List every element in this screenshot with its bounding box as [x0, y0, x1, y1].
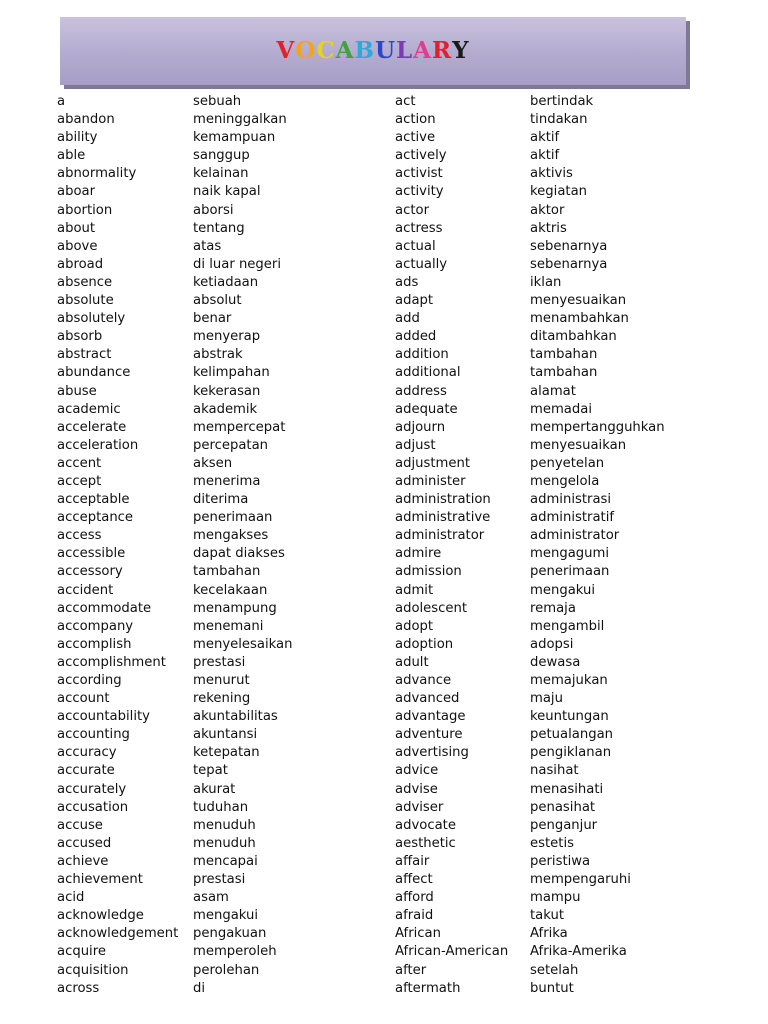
indonesian-translation: kemampuan: [193, 130, 276, 146]
indonesian-translation: aktif: [530, 148, 560, 164]
title-banner: [60, 17, 686, 85]
english-word: aftermath: [395, 980, 461, 996]
english-word: afford: [395, 890, 434, 906]
english-word: actively: [395, 148, 447, 164]
english-word: administration: [395, 492, 491, 508]
indonesian-translation: mengambil: [530, 618, 605, 634]
indonesian-translation: menyesuaikan: [530, 437, 627, 453]
indonesian-translation: memajukan: [530, 673, 608, 688]
indonesian-translation: pengiklanan: [530, 745, 612, 761]
indonesian-translation: sebenarnya: [530, 256, 608, 272]
english-word: advanced: [395, 691, 460, 707]
english-word: add: [395, 311, 420, 327]
indonesian-translation: ketepatan: [193, 745, 260, 761]
english-word: above: [57, 238, 98, 254]
english-word: across: [57, 980, 100, 996]
indonesian-translation: penyetelan: [530, 455, 605, 471]
english-word: accuracy: [57, 745, 117, 761]
english-word: accomplishment: [57, 654, 166, 670]
indonesian-translation: naik kapal: [193, 184, 261, 200]
english-word: addition: [395, 347, 449, 363]
page-title: [60, 37, 686, 65]
english-word: acceptance: [57, 510, 134, 526]
english-word: afraid: [395, 908, 434, 924]
english-word: academic: [57, 401, 121, 417]
indonesian-translation: aktivis: [530, 166, 573, 182]
english-word: advise: [395, 781, 438, 797]
indonesian-translation: remaja: [530, 600, 576, 616]
english-word: achieve: [57, 853, 109, 869]
indonesian-translation: sebenarnya: [530, 238, 608, 254]
english-word: acquire: [57, 944, 106, 960]
indonesian-translation: menurut: [193, 673, 250, 688]
english-word: adapt: [395, 293, 434, 309]
english-word: actress: [395, 220, 443, 236]
indonesian-translation: mengelola: [530, 473, 600, 489]
english-words-column-1: [57, 93, 178, 998]
indonesian-translation: menasihati: [530, 781, 604, 797]
english-word: accent: [57, 455, 102, 471]
indonesian-translation: bertindak: [530, 94, 594, 109]
indonesian-translation: tambahan: [530, 365, 598, 381]
indonesian-translation: petualangan: [530, 727, 614, 743]
indonesian-translation: administratif: [530, 510, 615, 526]
english-word: achievement: [57, 872, 143, 888]
english-word: acceptable: [57, 492, 130, 508]
indonesian-translation: menambahkan: [530, 311, 629, 327]
indonesian-translation: peristiwa: [530, 853, 591, 869]
english-word: acknowledge: [57, 908, 144, 924]
english-word: abnormality: [57, 166, 137, 182]
indonesian-translations-column-2: [530, 93, 665, 998]
english-word: active: [395, 130, 436, 146]
english-word: actual: [395, 238, 436, 254]
indonesian-translation: perolehan: [193, 962, 260, 978]
english-word: admit: [395, 582, 434, 598]
english-word: accessory: [57, 564, 123, 580]
indonesian-translation: akuntabilitas: [193, 709, 278, 725]
indonesian-translation: akademik: [193, 401, 258, 417]
english-word: advice: [395, 763, 439, 779]
english-word: acceleration: [57, 437, 139, 453]
english-word: administrative: [395, 510, 491, 526]
indonesian-translation: Afrika: [530, 926, 568, 942]
indonesian-translation: ketiadaan: [193, 274, 259, 290]
indonesian-translation: menuduh: [193, 835, 256, 851]
english-word: actor: [395, 202, 429, 218]
title-letter: U: [374, 37, 396, 64]
indonesian-translation: Afrika-Amerika: [530, 944, 627, 960]
indonesian-translation: administrasi: [530, 492, 612, 508]
indonesian-translation: menampung: [193, 600, 277, 616]
english-word: African: [395, 926, 441, 942]
english-word: absolutely: [57, 311, 126, 327]
english-word: abandon: [57, 112, 115, 128]
english-word: adventure: [395, 727, 463, 743]
indonesian-translation: asam: [193, 890, 229, 906]
indonesian-translation: mengakui: [530, 582, 596, 598]
english-word: accelerate: [57, 419, 127, 435]
english-word: act: [395, 94, 416, 109]
english-word: abundance: [57, 365, 131, 381]
english-word: address: [395, 383, 447, 399]
indonesian-translation: penerimaan: [530, 564, 610, 580]
indonesian-translation: menyelesaikan: [193, 636, 293, 652]
english-word: action: [395, 112, 436, 128]
english-word: according: [57, 673, 122, 688]
english-word: ability: [57, 130, 98, 146]
english-word: accurate: [57, 763, 115, 779]
english-word: adjustment: [395, 455, 471, 471]
indonesian-translation: meninggalkan: [193, 112, 287, 128]
indonesian-translation: kegiatan: [530, 184, 588, 200]
english-word: actually: [395, 256, 448, 272]
english-word: African-American: [395, 944, 509, 960]
indonesian-translation: prestasi: [193, 872, 246, 888]
english-word: adult: [395, 654, 429, 670]
english-word: able: [57, 148, 86, 164]
english-word: account: [57, 691, 110, 707]
indonesian-translation: rekening: [193, 691, 251, 707]
english-word: access: [57, 528, 102, 544]
english-word: accommodate: [57, 600, 152, 616]
indonesian-translation: absolut: [193, 293, 242, 309]
indonesian-translation: menemani: [193, 618, 264, 634]
indonesian-translation: penasihat: [530, 799, 596, 815]
indonesian-translation: sanggup: [193, 148, 250, 164]
english-word: absorb: [57, 329, 103, 345]
english-words-column-2: [395, 93, 508, 998]
indonesian-translation: abstrak: [193, 347, 243, 363]
english-word: abuse: [57, 383, 97, 399]
english-word: adolescent: [395, 600, 468, 616]
english-word: administrator: [395, 528, 485, 544]
english-word: absence: [57, 274, 113, 290]
english-word: accuse: [57, 817, 103, 833]
indonesian-translation: mencapai: [193, 853, 258, 869]
english-word: added: [395, 329, 437, 345]
english-word: activity: [395, 184, 444, 200]
english-word: accompany: [57, 618, 134, 634]
indonesian-translation: buntut: [530, 980, 574, 996]
english-word: aesthetic: [395, 835, 456, 851]
indonesian-translation: penganjur: [530, 817, 598, 833]
english-word: after: [395, 962, 427, 978]
english-word: accessible: [57, 546, 126, 562]
indonesian-translation: mempertangguhkan: [530, 419, 665, 435]
indonesian-translation: menyesuaikan: [530, 293, 627, 309]
indonesian-translation: memperoleh: [193, 944, 277, 960]
indonesian-translation: mempercepat: [193, 419, 286, 435]
indonesian-translation: mempengaruhi: [530, 872, 631, 888]
english-word: accurately: [57, 781, 127, 797]
indonesian-translation: aktor: [530, 202, 565, 218]
english-word: abroad: [57, 256, 104, 272]
indonesian-translation: ditambahkan: [530, 329, 617, 345]
title-letter: Y: [452, 37, 470, 64]
english-word: adequate: [395, 401, 458, 417]
indonesian-translation: di luar negeri: [193, 256, 281, 272]
indonesian-translation: administrator: [530, 528, 620, 544]
indonesian-translation: kecelakaan: [193, 582, 268, 598]
indonesian-translation: kelimpahan: [193, 365, 270, 381]
indonesian-translation: tindakan: [530, 112, 588, 128]
title-letter: R: [432, 37, 453, 64]
english-word: aboar: [57, 184, 96, 200]
indonesian-translation: setelah: [530, 962, 579, 978]
indonesian-translation: tambahan: [530, 347, 598, 363]
english-word: abortion: [57, 202, 113, 218]
indonesian-translation: kelainan: [193, 166, 249, 182]
english-word: adoption: [395, 636, 454, 652]
english-word: accept: [57, 473, 102, 489]
indonesian-translation: mampu: [530, 890, 581, 906]
title-letter: B: [354, 37, 375, 64]
indonesian-translation: benar: [193, 311, 232, 327]
english-word: accident: [57, 582, 114, 598]
indonesian-translations-column-1: [193, 93, 292, 998]
indonesian-translation: maju: [530, 691, 563, 707]
indonesian-translation: tepat: [193, 763, 228, 779]
english-word: abstract: [57, 347, 112, 363]
indonesian-translation: kekerasan: [193, 383, 261, 399]
indonesian-translation: mengakui: [193, 908, 259, 924]
indonesian-translation: memadai: [530, 401, 593, 417]
indonesian-translation: prestasi: [193, 654, 246, 670]
english-word: adjust: [395, 437, 436, 453]
indonesian-translation: aktif: [530, 130, 560, 146]
english-word: administer: [395, 473, 466, 489]
english-word: accountability: [57, 709, 150, 725]
english-word: advance: [395, 673, 452, 688]
indonesian-translation: menyerap: [193, 329, 261, 345]
indonesian-translation: alamat: [530, 383, 576, 399]
english-word: additional: [395, 365, 461, 381]
indonesian-translation: mengakses: [193, 528, 269, 544]
english-word: accomplish: [57, 636, 132, 652]
english-word: adopt: [395, 618, 434, 634]
english-word: adviser: [395, 799, 444, 815]
english-word: affect: [395, 872, 433, 888]
english-word: advantage: [395, 709, 466, 725]
indonesian-translation: mengagumi: [530, 546, 610, 562]
english-word: ads: [395, 274, 419, 290]
title-letter: C: [316, 37, 336, 64]
english-word: admire: [395, 546, 442, 562]
title-letter: V: [276, 37, 296, 64]
title-letter: A: [335, 37, 355, 64]
english-word: activist: [395, 166, 443, 182]
indonesian-translation: dapat diakses: [193, 546, 285, 562]
english-word: advocate: [395, 817, 456, 833]
title-letter: L: [396, 37, 414, 64]
english-word: accused: [57, 835, 112, 851]
english-word: admission: [395, 564, 462, 580]
english-word: adjourn: [395, 419, 446, 435]
english-word: acid: [57, 890, 85, 906]
english-word: affair: [395, 853, 430, 869]
indonesian-translation: akurat: [193, 781, 236, 797]
english-word: accounting: [57, 727, 130, 743]
indonesian-translation: adopsi: [530, 636, 574, 652]
indonesian-translation: aksen: [193, 455, 233, 471]
title-letter: A: [413, 37, 433, 64]
indonesian-translation: aborsi: [193, 202, 234, 218]
indonesian-translation: tambahan: [193, 564, 261, 580]
indonesian-translation: percepatan: [193, 437, 269, 453]
indonesian-translation: sebuah: [193, 94, 242, 109]
indonesian-translation: takut: [530, 908, 565, 924]
indonesian-translation: keuntungan: [530, 709, 609, 725]
indonesian-translation: estetis: [530, 835, 574, 851]
indonesian-translation: iklan: [530, 274, 562, 290]
indonesian-translation: aktris: [530, 220, 567, 236]
indonesian-translation: penerimaan: [193, 510, 273, 526]
english-word: absolute: [57, 293, 114, 309]
indonesian-translation: diterima: [193, 492, 249, 508]
indonesian-translation: nasihat: [530, 763, 579, 779]
english-word: acquisition: [57, 962, 129, 978]
indonesian-translation: tuduhan: [193, 799, 249, 815]
english-word: about: [57, 220, 96, 236]
title-letter: O: [295, 37, 317, 64]
indonesian-translation: akuntansi: [193, 727, 258, 743]
indonesian-translation: tentang: [193, 220, 245, 236]
indonesian-translation: menuduh: [193, 817, 256, 833]
indonesian-translation: dewasa: [530, 654, 581, 670]
english-word: accusation: [57, 799, 129, 815]
english-word: advertising: [395, 745, 469, 761]
indonesian-translation: atas: [193, 238, 222, 254]
english-word: acknowledgement: [57, 926, 179, 942]
indonesian-translation: pengakuan: [193, 926, 267, 942]
indonesian-translation: di: [193, 980, 206, 996]
english-word: a: [57, 94, 66, 109]
indonesian-translation: menerima: [193, 473, 261, 489]
